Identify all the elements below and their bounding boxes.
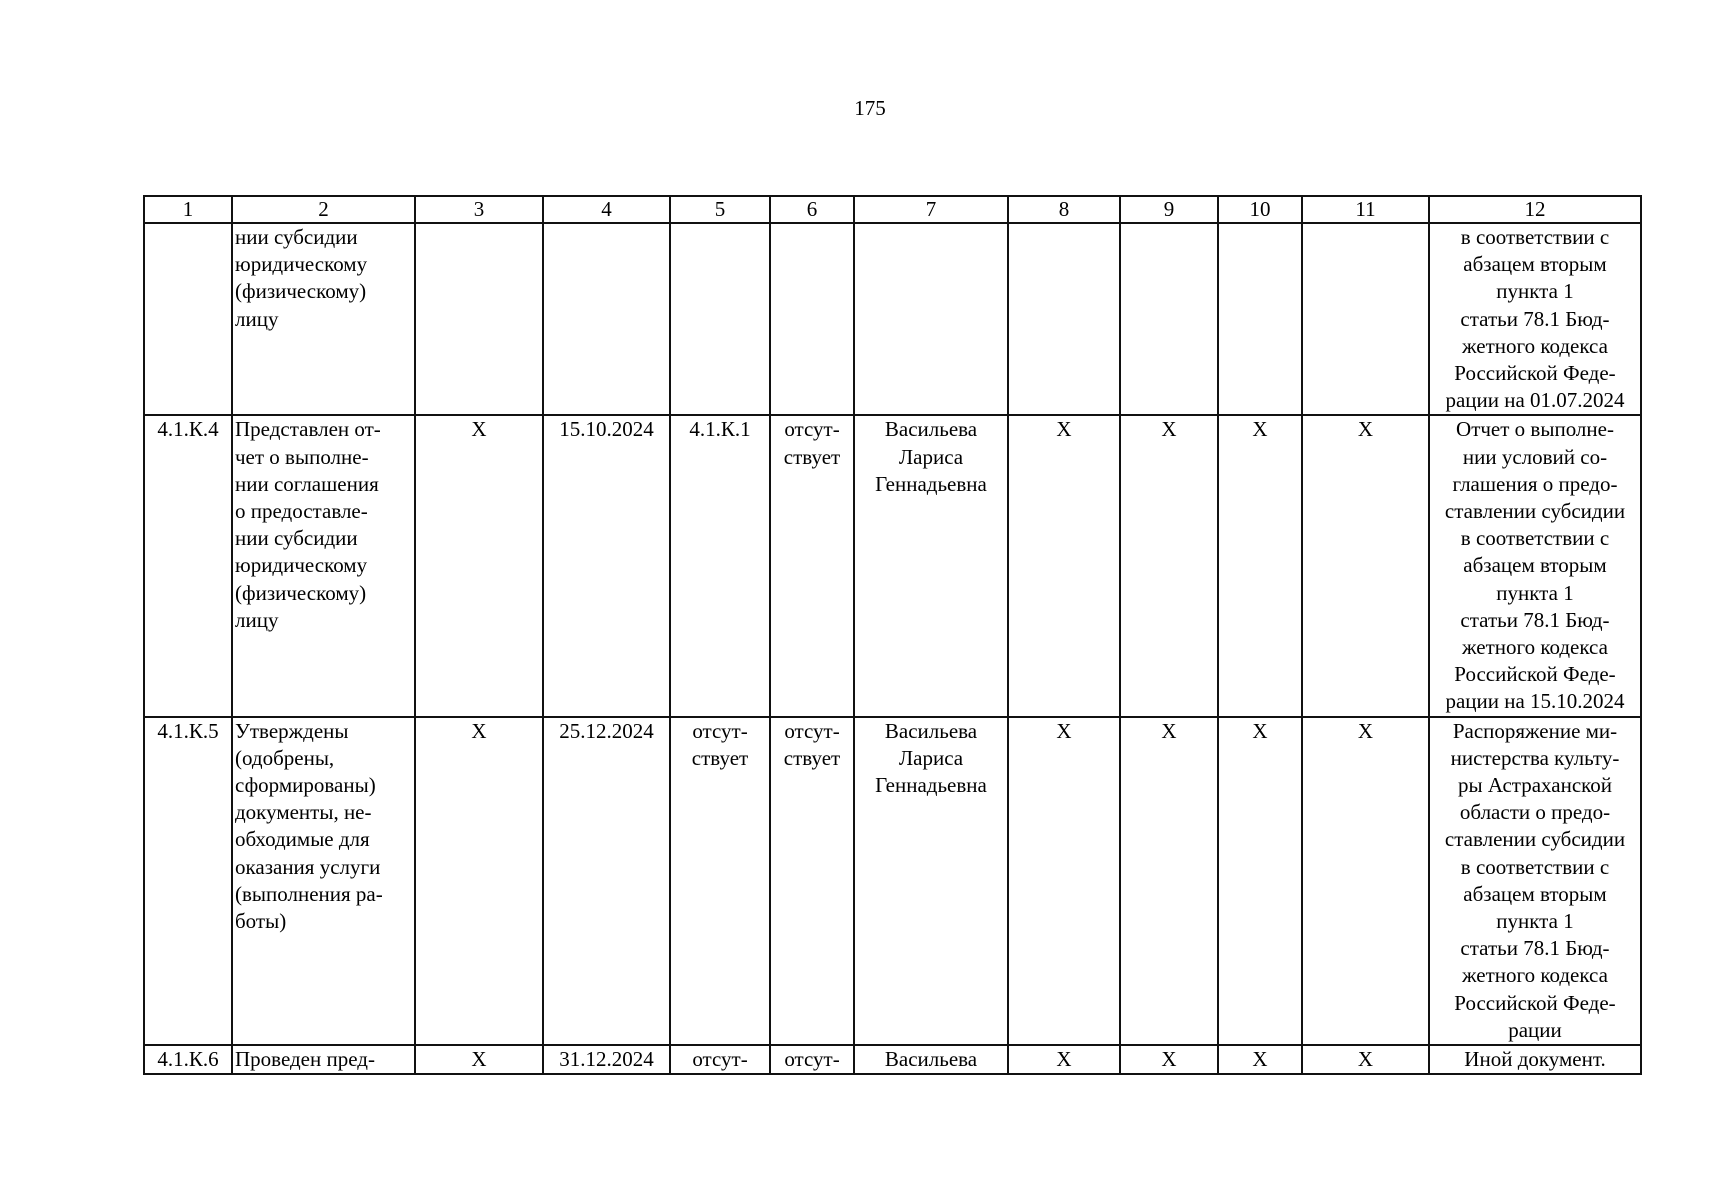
cell-date: 25.12.2024 bbox=[543, 717, 670, 1045]
cell-document: Отчет о выполне- нии условий со- глашения о предо- ставлении субсидии в соответствии с абзацем вторым пункта 1 статьи 78.1 Бюд- жетного кодекса Российской Феде- рации на 15.10.2024 bbox=[1429, 415, 1641, 716]
table-row bbox=[144, 223, 1641, 415]
column-header: 12 bbox=[1429, 196, 1641, 223]
cell-date: 31.12.2024 bbox=[543, 1045, 670, 1074]
column-header: 7 bbox=[854, 196, 1008, 223]
column-header: 2 bbox=[232, 196, 415, 223]
cell-successor bbox=[770, 223, 854, 415]
data-table bbox=[143, 195, 1642, 1075]
cell-col8 bbox=[1008, 223, 1120, 415]
cell-date bbox=[543, 223, 670, 415]
cell-document: Распоряжение ми- нистерства культу- ры Астраханской области о предо- ставлении субсидии в соответствии с абзацем вторым пункта 1 статьи 78.1 Бюд- жетного кодекса Российской Феде- рации bbox=[1429, 717, 1641, 1045]
cell-code: 4.1.К.5 bbox=[144, 717, 232, 1045]
cell-col9 bbox=[1120, 223, 1218, 415]
cell-responsible: Васильева Лариса Геннадьевна bbox=[854, 415, 1008, 716]
column-header: 11 bbox=[1302, 196, 1429, 223]
cell-col3: X bbox=[415, 1045, 543, 1074]
cell-event: Утверждены (одобрены, сформированы) документы, не- обходимые для оказания услуги (выполнения ра- боты) bbox=[232, 717, 415, 1045]
cell-successor: отсут- ствует bbox=[770, 415, 854, 716]
cell-col8: X bbox=[1008, 1045, 1120, 1074]
table-row bbox=[144, 1045, 1641, 1074]
column-header: 5 bbox=[670, 196, 770, 223]
column-header: 8 bbox=[1008, 196, 1120, 223]
column-header: 1 bbox=[144, 196, 232, 223]
cell-event: Проведен пред- bbox=[232, 1045, 415, 1074]
column-header: 4 bbox=[543, 196, 670, 223]
cell-document: Иной документ. bbox=[1429, 1045, 1641, 1074]
cell-document: в соответствии с абзацем вторым пункта 1 статьи 78.1 Бюд- жетного кодекса Российской Феде- рации на 01.07.2024 bbox=[1429, 223, 1641, 415]
cell-col8: X bbox=[1008, 415, 1120, 716]
cell-predecessor: отсут- ствует bbox=[670, 717, 770, 1045]
cell-col11: X bbox=[1302, 717, 1429, 1045]
cell-responsible bbox=[854, 223, 1008, 415]
cell-col3 bbox=[415, 223, 543, 415]
cell-col11 bbox=[1302, 223, 1429, 415]
cell-col10: X bbox=[1218, 717, 1302, 1045]
cell-col9: X bbox=[1120, 717, 1218, 1045]
page-number: 175 bbox=[854, 96, 886, 120]
table-row bbox=[144, 717, 1641, 1045]
cell-responsible: Васильева Лариса Геннадьевна bbox=[854, 717, 1008, 1045]
cell-responsible: Васильева bbox=[854, 1045, 1008, 1074]
cell-col8: X bbox=[1008, 717, 1120, 1045]
cell-col9: X bbox=[1120, 415, 1218, 716]
cell-col11: X bbox=[1302, 1045, 1429, 1074]
column-header: 10 bbox=[1218, 196, 1302, 223]
column-header: 3 bbox=[415, 196, 543, 223]
table-header-row bbox=[144, 196, 1641, 223]
cell-col10: X bbox=[1218, 1045, 1302, 1074]
cell-predecessor: 4.1.К.1 bbox=[670, 415, 770, 716]
cell-successor: отсут- ствует bbox=[770, 717, 854, 1045]
cell-event: нии субсидии юридическому (физическому) лицу bbox=[232, 223, 415, 415]
table-row bbox=[144, 415, 1641, 716]
cell-code: 4.1.К.4 bbox=[144, 415, 232, 716]
cell-event: Представлен от- чет о выполне- нии соглашения о предоставле- нии субсидии юридическому (физическому) лицу bbox=[232, 415, 415, 716]
cell-col3: X bbox=[415, 415, 543, 716]
cell-predecessor bbox=[670, 223, 770, 415]
cell-code bbox=[144, 223, 232, 415]
cell-date: 15.10.2024 bbox=[543, 415, 670, 716]
cell-successor: отсут- bbox=[770, 1045, 854, 1074]
cell-predecessor: отсут- bbox=[670, 1045, 770, 1074]
cell-col11: X bbox=[1302, 415, 1429, 716]
column-header: 6 bbox=[770, 196, 854, 223]
cell-col9: X bbox=[1120, 1045, 1218, 1074]
cell-col10 bbox=[1218, 223, 1302, 415]
cell-code: 4.1.К.6 bbox=[144, 1045, 232, 1074]
cell-col10: X bbox=[1218, 415, 1302, 716]
cell-col3: X bbox=[415, 717, 543, 1045]
column-header: 9 bbox=[1120, 196, 1218, 223]
